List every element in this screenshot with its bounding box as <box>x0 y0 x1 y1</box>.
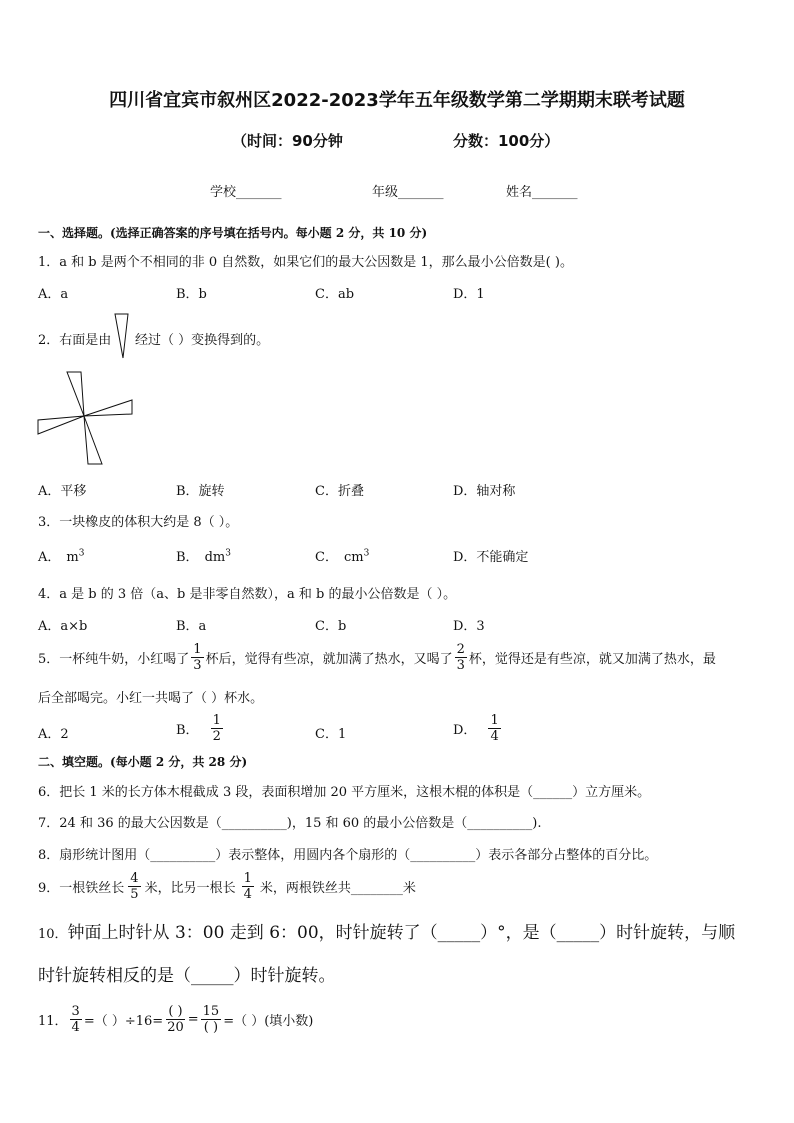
q3-option-b: B． $dm^3$ <box>176 548 231 565</box>
fraction-two-thirds: $\frac{2}{3}$ <box>456 642 465 673</box>
question-11: 11． $\frac{3}{4}$ =（ ）÷16= $\frac{( )}{20}$ = $\frac{15}{( )}$ =（ ）(填小数) <box>38 1004 314 1035</box>
name-field: 姓名_______ <box>506 185 578 200</box>
q5-option-c: C．1 <box>315 727 347 742</box>
q2-option-d: D．轴对称 <box>453 484 516 499</box>
grade-field: 年级_______ <box>372 185 444 200</box>
question-6: 6．把长 1 米的长方体木棍截成 3 段，表面积增加 20 平方厘米，这根木棍的体积是（______）立方厘米。 <box>38 785 651 800</box>
section-choice-heading: 一、选择题。(选择正确答案的序号填在括号内。每小题 2 分，共 10 分) <box>38 226 428 240</box>
question-10-line2: 时针旋转相反的是（_____）时针旋转。 <box>38 966 336 986</box>
pinwheel-figure <box>36 370 134 466</box>
school-field: 学校_______ <box>210 185 282 200</box>
q4-option-b: B．a <box>176 619 207 634</box>
question-2-prefix: 2．右面是由 <box>38 333 112 348</box>
q2-option-c: C．折叠 <box>315 484 364 499</box>
question-8: 8．扇形统计图用（__________）表示整体，用圆内各个扇形的（__________）表示各部分占整体的百分比。 <box>38 848 658 863</box>
question-7: 7．24 和 36 的最大公因数是（__________)，15 和 60 的最小公倍数是（__________). <box>38 816 542 831</box>
question-9: 9．一根铁丝长 $\frac{4}{5}$ 米，比另一根长 $\frac{1}{4}$ 米，两根铁丝共________米 <box>38 871 416 902</box>
exam-time: （时间：90分钟 <box>232 132 343 150</box>
q5-option-a: A．2 <box>38 727 69 742</box>
question-4: 4．a 是 b 的 3 倍（a、b 是非零自然数），a 和 b 的最小公倍数是（ ）。 <box>38 587 457 602</box>
question-2-suffix: 经过（ ）变换得到的。 <box>135 333 270 348</box>
q4-option-d: D．3 <box>453 619 485 634</box>
q1-option-d: D．1 <box>453 287 485 302</box>
q2-option-b: B．旋转 <box>176 484 225 499</box>
q3-option-d: D．不能确定 <box>453 550 529 565</box>
q5-option-d: D． $\frac{1}{4}$ <box>453 713 499 744</box>
exam-score: 分数：100分） <box>453 132 560 150</box>
question-5-line1: 5．一杯纯牛奶，小红喝了 $\frac{1}{3}$ 杯后，觉得有些凉，就加满了热水，又喝了 $\frac{2}{3}$ 杯，觉得还是有些凉，就又加满了热水，最 <box>38 642 716 673</box>
question-10-line1: 10．钟面上时针从 3：00 走到 6：00，时针旋转了（_____）°，是（_____）时针旋转，与顺 <box>38 923 736 943</box>
q1-option-a: A．a <box>38 287 69 302</box>
question-1: 1．a 和 b 是两个不相同的非 0 自然数，如果它们的最大公因数是 1，那么最小公倍数是( )。 <box>38 255 573 270</box>
q1-option-c: C．ab <box>315 287 355 302</box>
q4-option-c: C．b <box>315 619 347 634</box>
section-fill-heading: 二、填空题。(每小题 2 分，共 28 分) <box>38 755 248 769</box>
page-title: 四川省宜宾市叙州区2022-2023学年五年级数学第二学期期末联考试题 <box>109 90 685 111</box>
question-3: 3．一块橡皮的体积大约是 8（ ）。 <box>38 515 239 530</box>
q3-option-c: C． $cm^3$ <box>315 548 370 565</box>
q4-option-a: A．a×b <box>38 619 88 634</box>
q3-option-a: A． $m^3$ <box>38 548 85 565</box>
question-5-line2: 后全部喝完。小红一共喝了（ ）杯水。 <box>38 691 264 706</box>
triangle-shape-icon <box>114 313 130 359</box>
fraction-one-third: $\frac{1}{3}$ <box>193 642 202 673</box>
q5-option-b: B． $\frac{1}{2}$ <box>176 713 221 744</box>
q2-option-a: A．平移 <box>38 484 87 499</box>
q1-option-b: B．b <box>176 287 207 302</box>
